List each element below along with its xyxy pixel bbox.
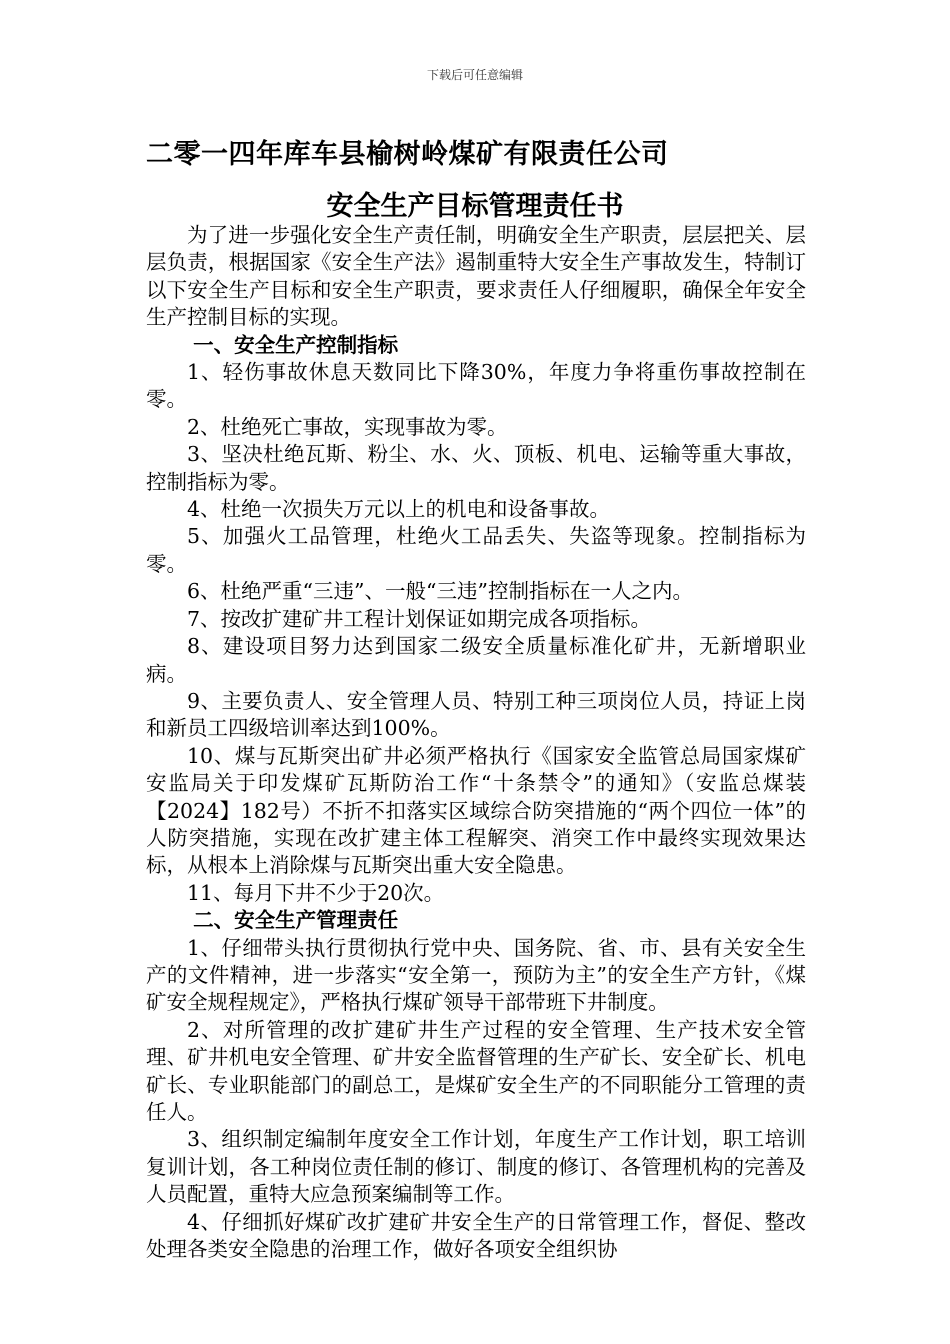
intro-paragraph: 为了进一步强化安全生产责任制，明确安全生产职责，层层把关、层层负责，根据国家《安全生产法》遏制重特大安全生产事故发生，特制订以下安全生产目标和安全生产职责，要求责任人仔细履职，确保全年安全生产控制目标的实现。 [146, 223, 806, 330]
list-item: 9、主要负责人、安全管理人员、特别工种三项岗位人员，持证上岗和新员工四级培训率达到100%。 [146, 688, 806, 741]
list-item: 4、杜绝一次损失万元以上的机电和设备事故。 [187, 497, 611, 522]
list-item: 1、仔细带头执行贯彻执行党中央、国务院、省、市、县有关安全生产的文件精神，进一步落实“安全第一，预防为主”的安全生产方针，《煤矿安全规程规定》，严格执行煤矿领导干部带班下井制度。 [146, 935, 806, 1015]
list-item: 2、杜绝死亡事故，实现事故为零。 [187, 414, 508, 439]
list-item: 11、每月下井不少于20次。 [187, 880, 445, 905]
list-item: 3、坚决杜绝瓦斯、粉尘、水、火、顶板、机电、运输等重大事故，控制指标为零。 [146, 442, 806, 494]
list-item: 2、对所管理的改扩建矿井生产过程的安全管理、生产技术安全管理、矿井机电安全管理、矿井安全监督管理的生产矿长、安全矿长、机电矿长、专业职能部门的副总工，是煤矿安全生产的不同职能分工管理的责任人。 [146, 1017, 806, 1124]
list-item: 10、煤与瓦斯突出矿井必须严格执行《国家安全监管总局国家煤矿安监局关于印发煤矿瓦斯防治工作“十条禁令”的通知》（安监总煤装【2024】182号）不折不扣落实区域综合防突措施的“两个四位一体”的人防突措施，实现在改扩建主体工程解突、消突工作中最终实现效果达标，从根本上消除煤与瓦斯突出重大安全隐患。 [146, 743, 806, 878]
section-heading-control-targets: 一、安全生产控制指标 [193, 332, 399, 357]
document-body [146, 222, 806, 1263]
list-item: 7、按改扩建矿井工程计划保证如期完成各项指标。 [187, 606, 652, 631]
page-header-note: 下载后可任意编辑 [426, 68, 523, 82]
list-item: 6、杜绝严重“三违”、一般“三违”控制指标在一人之内。 [187, 579, 693, 604]
list-item: 8、建设项目努力达到国家二级安全质量标准化矿井，无新增职业病。 [146, 634, 806, 686]
list-item: 1、轻伤事故休息天数同比下降30%，年度力争将重伤事故控制在零。 [146, 360, 806, 412]
list-item: 3、组织制定编制年度安全工作计划，年度生产工作计划，职工培训复训计划，各工种岗位责任制的修订、制度的修订、各管理机构的完善及人员配置，重特大应急预案编制等工作。 [146, 1127, 806, 1207]
section-heading-management-duties: 二、安全生产管理责任 [193, 908, 399, 933]
list-item: 4、仔细抓好煤矿改扩建矿井安全生产的日常管理工作，督促、整改处理各类安全隐患的治理工作，做好各项安全组织协 [146, 1209, 806, 1262]
document-title: 二零一四年库车县榆树岭煤矿有限责任公司 [146, 139, 669, 170]
document-subtitle: 安全生产目标管理责任书 [326, 191, 624, 222]
list-item: 5、加强火工品管理，杜绝火工品丢失、失盗等现象。控制指标为零。 [146, 524, 806, 576]
